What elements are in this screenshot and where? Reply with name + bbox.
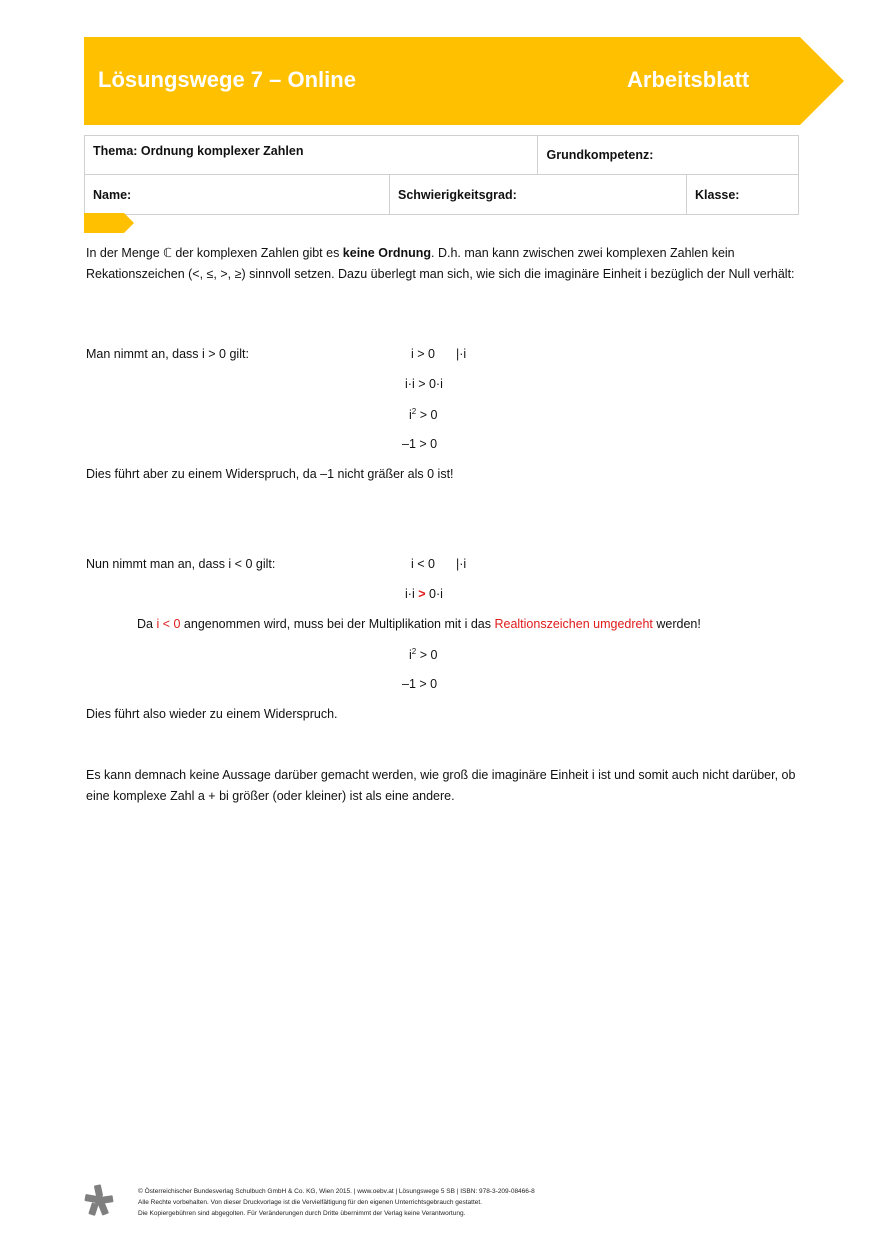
intro-paragraph	[86, 243, 806, 285]
case2-line1: i < 0	[411, 557, 435, 571]
case2-label: Nun nimmt man an, dass i < 0 gilt:	[86, 557, 276, 571]
case1-line2: i·i > 0·i	[405, 377, 443, 391]
grundkompetenz-cell: Grundkompetenz:	[538, 136, 799, 175]
intro-text-start: In der Menge ℂ der komplexen Zahlen gibt es	[86, 246, 343, 260]
intro-text-end: . D.h. man kann zwischen zwei komplexen Zahlen kein Rekationszeichen (<, ≤, >, ≥) sinnvoll setzen. Dazu überlegt man sich, wie sich die imaginäre Einheit i bezüglich der Null verhält:	[86, 246, 795, 281]
info-table	[84, 135, 799, 215]
publisher-logo-icon	[83, 1184, 115, 1216]
banner-title: Lösungswege 7 – Online	[98, 67, 356, 92]
yellow-tab-marker	[84, 213, 136, 233]
case2-conclusion: Dies führt also wieder zu einem Widerspruch.	[86, 707, 338, 721]
case1-line3: $i^2 > 0$	[409, 407, 438, 422]
case1-operation: |·i	[456, 347, 467, 361]
case2-line4: –1 > 0	[402, 677, 438, 691]
footer-line2: Alle Rechte vorbehalten. Von dieser Druckvorlage ist die Vervielfältigung für den eigenen Unterrichtsgebrauch gestattet.	[138, 1199, 482, 1206]
case1-label: Man nimmt an, dass i > 0 gilt:	[86, 347, 249, 361]
header-banner	[84, 37, 844, 125]
case2-operation: |·i	[456, 557, 467, 571]
case1-conclusion: Dies führt aber zu einem Widerspruch, da –1 nicht gräßer als 0 ist!	[86, 467, 454, 481]
case1-line1: i > 0	[411, 347, 435, 361]
case2-note: Da i < 0 angenommen wird, muss bei der Multiplikation mit i das Realtionszeichen umgedreht werden!	[137, 617, 701, 631]
footer-line3: Die Kopiergebühren sind abgegolten. Für Veränderungen durch Dritte übernimmt der Verlag keine Verantwortung.	[138, 1210, 466, 1217]
footer-copyright	[138, 1186, 535, 1219]
intro-bold: keine Ordnung	[342, 246, 431, 260]
final-paragraph: Es kann demnach keine Aussage darüber gemacht werden, wie groß die imaginäre Einheit i ist und somit auch nicht darüber, ob eine komplexe Zahl a + bi größer (oder kleiner) ist als eine andere.	[86, 768, 796, 803]
schwierigkeitsgrad-cell: Schwierigkeitsgrad:	[390, 175, 687, 215]
case2-line3: $i^2 > 0$	[409, 647, 438, 662]
case2-line2: i·i > 0·i	[405, 587, 443, 601]
banner-doc-type: Arbeitsblatt	[627, 67, 750, 92]
footer-line1: © Österreichischer Bundesverlag Schulbuch GmbH & Co. KG, Wien 2015. | www.oebv.at | Lösungswege 5 SB | ISBN: 978-3-209-08466-8	[138, 1188, 535, 1195]
name-cell: Name:	[85, 175, 390, 215]
klasse-cell: Klasse:	[687, 175, 799, 215]
thema-cell: Thema: Ordnung komplexer Zahlen	[85, 136, 538, 175]
case1-line4: –1 > 0	[402, 437, 438, 451]
